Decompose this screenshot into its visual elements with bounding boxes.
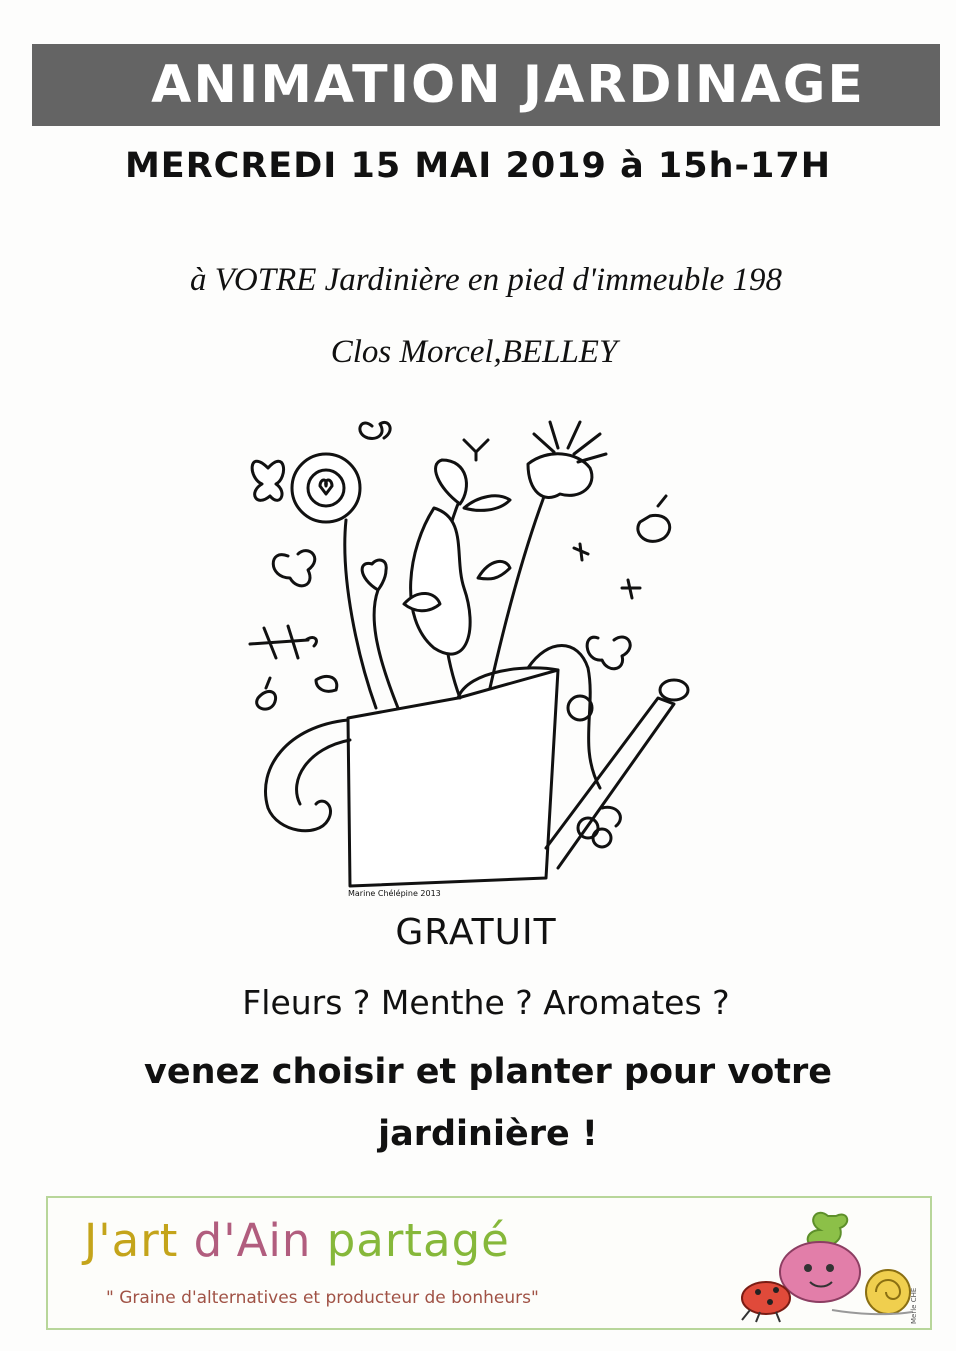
footer-banner bbox=[46, 1196, 932, 1330]
stem bbox=[345, 520, 376, 708]
dragonfly bbox=[250, 626, 316, 658]
call-to-action-line1 bbox=[0, 1052, 956, 1092]
butterfly bbox=[360, 422, 390, 438]
heart-flower bbox=[362, 560, 386, 590]
brand-part-2: d'Ain bbox=[193, 1214, 327, 1267]
brand-part-3: partagé bbox=[326, 1214, 510, 1267]
small-leaf bbox=[602, 807, 620, 826]
watering-can-illustration bbox=[228, 408, 708, 898]
illustration-signature: Marine Chélépine 2013 bbox=[348, 889, 441, 898]
event-location-line1-text: à VOTRE Jardinière en pied d'immeuble 198 bbox=[189, 262, 782, 298]
radish-ladybug-snail-logo bbox=[736, 1206, 922, 1326]
page-title: ANIMATION JARDINAGE bbox=[151, 55, 865, 115]
flower-head bbox=[292, 454, 360, 522]
bee bbox=[638, 496, 670, 541]
price-label-text: GRATUIT bbox=[395, 912, 557, 953]
event-location-line2 bbox=[0, 334, 956, 371]
small-leaf bbox=[316, 676, 337, 691]
event-location-line1 bbox=[0, 262, 956, 299]
stem bbox=[374, 590, 398, 708]
watering-can-handle bbox=[266, 720, 348, 831]
plant-choices bbox=[0, 983, 956, 1022]
brand-part-1: J'art bbox=[84, 1214, 194, 1267]
bee bbox=[622, 580, 640, 598]
event-date-time bbox=[0, 146, 956, 186]
call-to-action-line2 bbox=[0, 1114, 956, 1154]
bee bbox=[464, 440, 488, 460]
butterfly bbox=[252, 461, 283, 500]
butterfly bbox=[587, 637, 630, 669]
leaf bbox=[464, 496, 510, 511]
stem bbox=[490, 486, 548, 688]
bee bbox=[257, 678, 276, 709]
title-banner bbox=[32, 44, 940, 126]
event-location-line2-text: Clos Morcel,BELLEY bbox=[330, 334, 618, 370]
price-label bbox=[0, 912, 956, 953]
plant-choices-text: Fleurs ? Menthe ? Aromates ? bbox=[242, 983, 730, 1022]
logo-credit: Merle CHE bbox=[910, 1287, 918, 1324]
leaf bbox=[478, 561, 510, 579]
leaf bbox=[436, 460, 467, 504]
call-to-action-line1-text: venez choisir et planter pour votre bbox=[144, 1052, 832, 1092]
brand-tagline: " Graine d'alternatives et producteur de bonheurs" bbox=[106, 1288, 539, 1308]
bee bbox=[574, 544, 588, 560]
watering-can-body bbox=[348, 670, 558, 886]
call-to-action-line2-text: jardinière ! bbox=[378, 1114, 598, 1154]
brand-name bbox=[84, 1214, 510, 1267]
butterfly bbox=[273, 551, 315, 586]
event-date-time-text: MERCREDI 15 MAI 2019 à 15h-17H bbox=[124, 146, 832, 186]
tulip-flower bbox=[411, 508, 471, 654]
